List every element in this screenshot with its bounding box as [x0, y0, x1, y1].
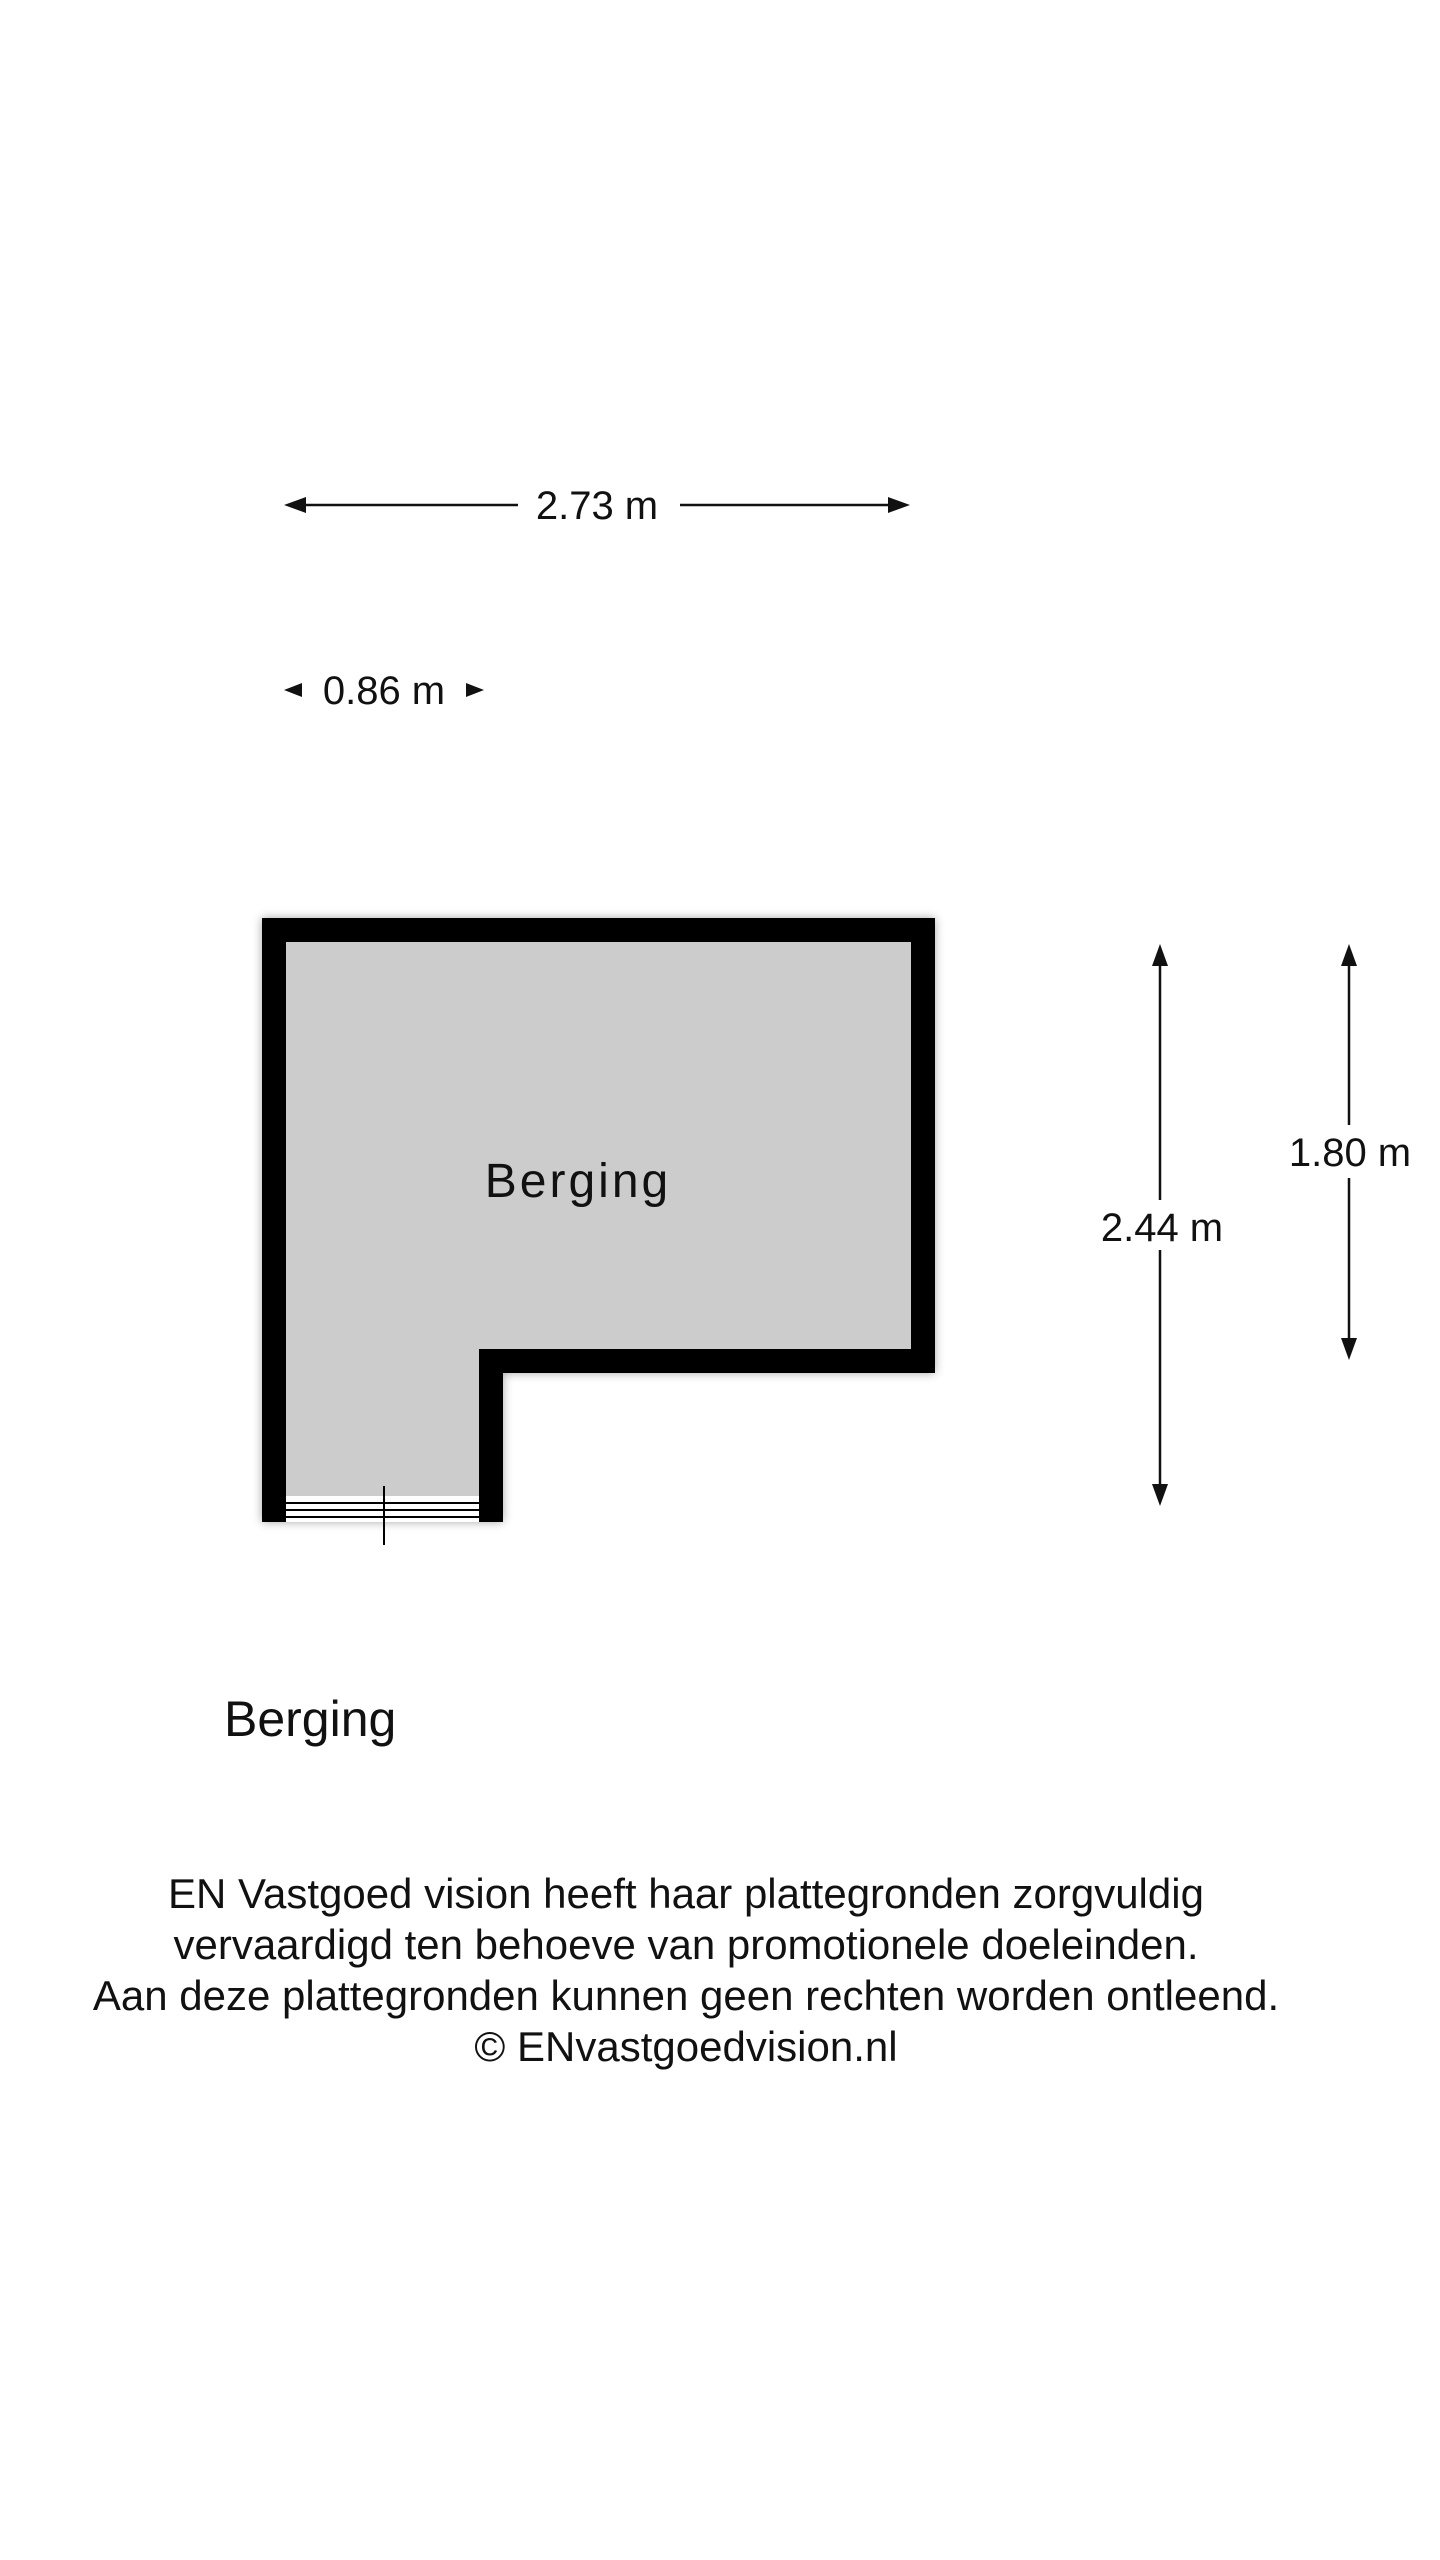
room-label: Berging	[484, 1155, 672, 1208]
disclaimer-line: Aan deze plattegronden kunnen geen rechten worden ontleend.	[92, 1972, 1280, 2019]
arrow-right-icon	[466, 683, 484, 697]
room-berging	[262, 918, 935, 1545]
overall-depth-label: 2.44 m	[1100, 1206, 1224, 1250]
overall-depth-dimension	[1101, 944, 1223, 1506]
overall-width-label: 2.73 m	[535, 484, 659, 528]
disclaimer-text	[0, 1868, 1372, 2072]
door-width-dimension	[284, 669, 484, 713]
floor-area	[286, 942, 911, 1520]
floor-caption: Berging	[224, 1691, 397, 1747]
disclaimer-line: EN Vastgoed vision heeft haar plattegronden zorgvuldig	[168, 1870, 1204, 1917]
arrow-up-icon	[1152, 944, 1168, 966]
overall-width-dimension	[284, 484, 910, 528]
arrow-left-icon	[284, 497, 306, 513]
disclaimer-line: vervaardigd ten behoeve van promotionele doeleinden.	[173, 1921, 1199, 1968]
upper-depth-label: 1.80 m	[1288, 1131, 1412, 1175]
upper-depth-dimension	[1289, 944, 1411, 1360]
arrow-up-icon	[1341, 944, 1357, 966]
arrow-right-icon	[888, 497, 910, 513]
arrow-down-icon	[1341, 1338, 1357, 1360]
arrow-left-icon	[284, 683, 302, 697]
copyright-line: © ENvastgoedvision.nl	[474, 2023, 898, 2070]
door-width-label: 0.86 m	[322, 669, 446, 713]
arrow-down-icon	[1152, 1484, 1168, 1506]
